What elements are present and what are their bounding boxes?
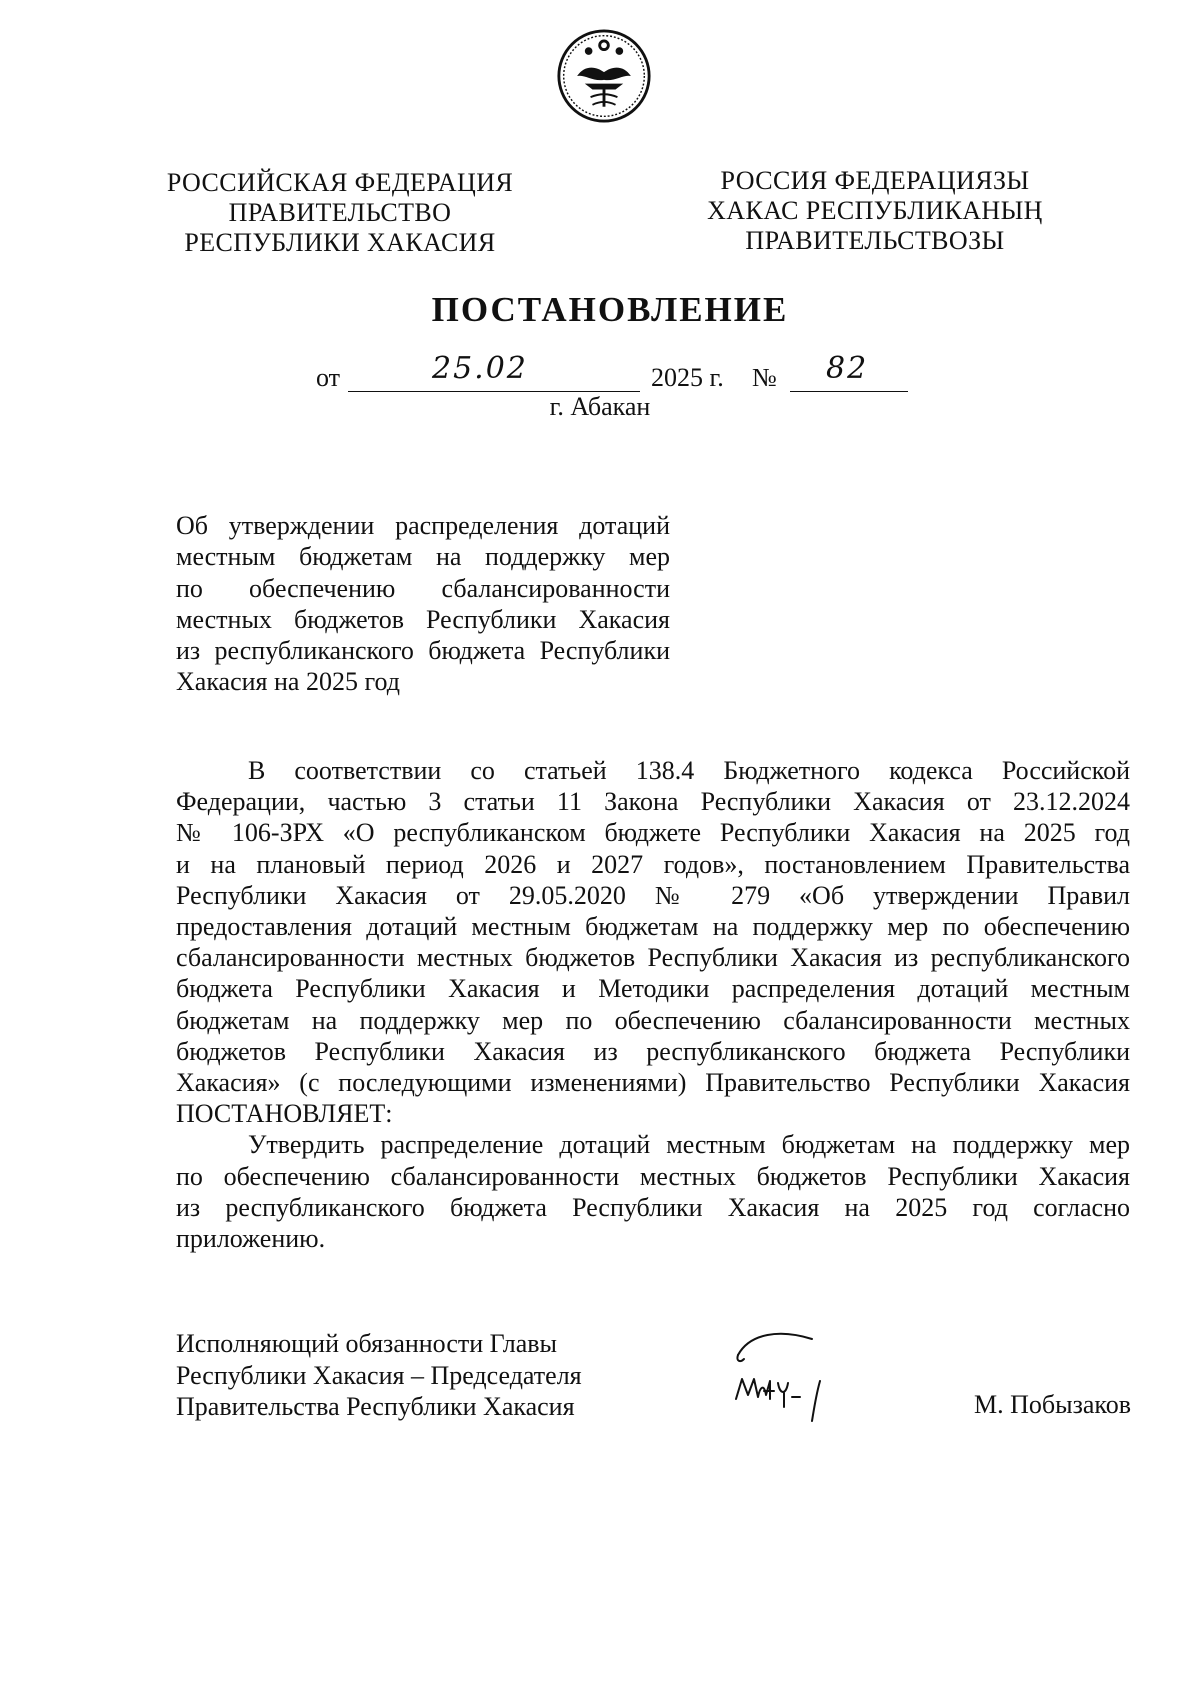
document-subject xyxy=(176,510,670,698)
resolution-line: по обеспечению сбалансированности местных бюджетов Республики Хакасия xyxy=(176,1161,1130,1191)
coat-of-arms-emblem xyxy=(556,28,652,124)
preamble-line: Федерации, частью 3 статьи 11 Закона Республики Хакасия от 23.12.2024 xyxy=(176,787,1130,817)
preamble-line: В соответствии со статьей 138.4 Бюджетного кодекса Российской xyxy=(248,756,1130,785)
signatory-title-line: Исполняющий обязанности Главы xyxy=(176,1329,557,1358)
header-right-line: ХАКАС РЕСПУБЛИКАНЫҢ xyxy=(707,196,1043,225)
preamble-line: бюджета Республики Хакасия и Методики распределения дотаций местным xyxy=(176,974,1130,1004)
header-right-block xyxy=(700,166,1050,256)
subject-line: Об утверждении распределения дотаций xyxy=(176,511,670,540)
city-label: г. Абакан xyxy=(549,392,651,421)
header-left-block xyxy=(160,168,520,258)
header-left-line: РЕСПУБЛИКИ ХАКАСИЯ xyxy=(184,228,496,257)
subject-line: местных бюджетов Республики Хакасия xyxy=(176,604,670,634)
number-label: № xyxy=(752,363,777,392)
handwritten-signature xyxy=(730,1325,850,1425)
signatory-title xyxy=(176,1328,582,1423)
signatory-name: М. Побызаков xyxy=(974,1390,1131,1419)
subject-line: Хакасия на 2025 год xyxy=(176,667,400,697)
document-body xyxy=(176,755,1130,1254)
header-right-line: РОССИЯ ФЕДЕРАЦИЯЗЫ xyxy=(720,166,1030,195)
preamble-line: Хакасия» (с последующими изменениями) Правительство Республики Хакасия xyxy=(176,1068,1130,1098)
handwritten-date: 25.02 xyxy=(432,351,528,386)
preamble-line: № 106-ЗРХ «О республиканском бюджете Республики Хакасия на 2025 год xyxy=(176,818,1130,848)
header-right-line: ПРАВИТЕЛЬСТВОЗЫ xyxy=(745,226,1005,255)
year-label: 2025 г. xyxy=(651,363,724,392)
resolution-line: из республиканского бюджета Республики Хакасия на 2025 год согласно xyxy=(176,1192,1130,1222)
preamble-line: и на плановый период 2026 и 2027 годов», постановлением Правительства xyxy=(176,849,1130,879)
header-left-line: ПРАВИТЕЛЬСТВО xyxy=(228,198,452,227)
number-underline xyxy=(790,391,908,392)
preamble-line: ПОСТАНОВЛЯЕТ: xyxy=(176,1099,393,1129)
resolution-line: приложению. xyxy=(176,1224,326,1254)
signatory-title-line: Правительства Республики Хакасия xyxy=(176,1392,575,1421)
handwritten-number: 82 xyxy=(826,351,869,386)
subject-line: местным бюджетам на поддержку мер xyxy=(176,542,670,572)
preamble-line: бюджетам на поддержку мер по обеспечению сбалансированности местных xyxy=(176,1005,1130,1035)
resolution-line: Утвердить распределение дотаций местным бюджетам на поддержку мер xyxy=(248,1130,1130,1160)
from-label: от xyxy=(316,363,341,392)
document-type-title: ПОСТАНОВЛЕНИЕ xyxy=(431,290,789,329)
preamble-line: Республики Хакасия от 29.05.2020 № 279 «Об утверждении Правил xyxy=(176,880,1130,910)
subject-line: из республиканского бюджета Республики xyxy=(176,636,670,666)
signatory-title-line: Республики Хакасия – Председателя xyxy=(176,1360,582,1390)
preamble-line: предоставления дотаций местным бюджетам на поддержку мер по обеспечению xyxy=(176,912,1130,942)
preamble-line: сбалансированности местных бюджетов Республики Хакасия из республиканского xyxy=(176,943,1130,973)
preamble-line: бюджетов Республики Хакасия из республиканского бюджета Республики xyxy=(176,1036,1130,1066)
header-left-line: РОССИЙСКАЯ ФЕДЕРАЦИЯ xyxy=(166,168,514,197)
date-number-line xyxy=(0,351,1200,395)
subject-line: по обеспечению сбалансированности xyxy=(176,573,670,603)
